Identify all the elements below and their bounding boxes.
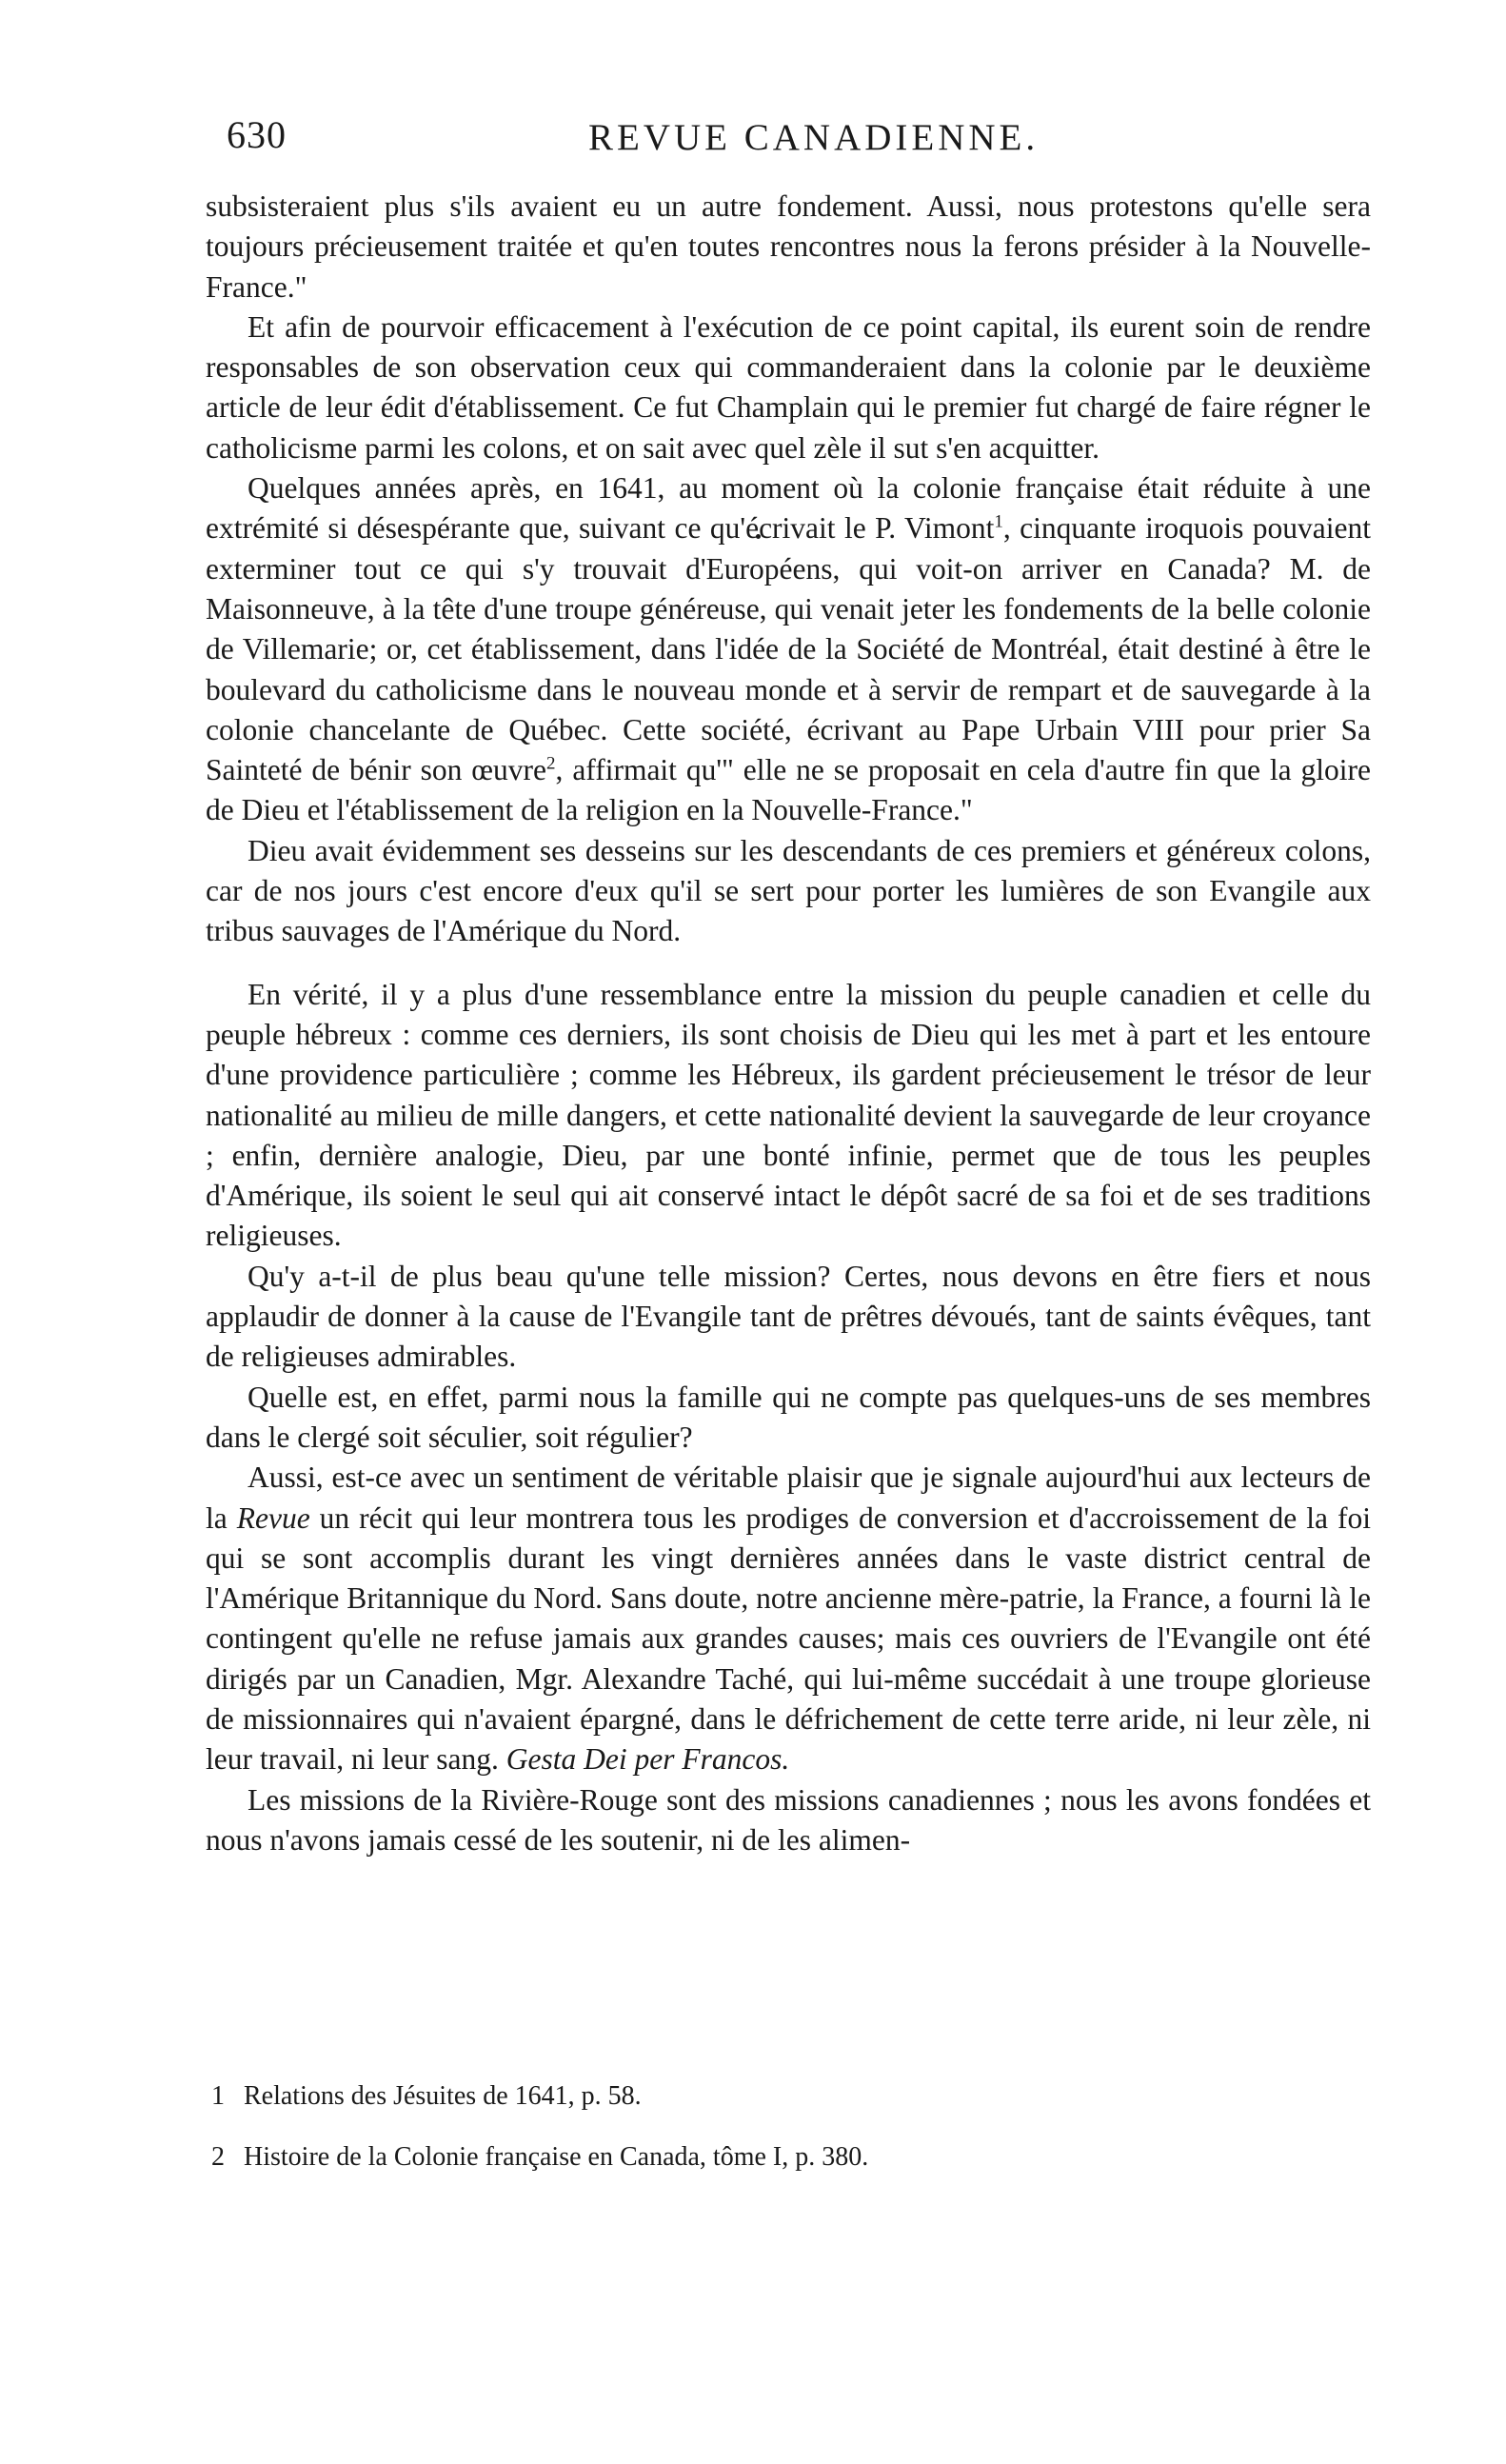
paragraph-3-part-2: , cinquante iroquois pouvaient exterminer tout ce qui s'y trouvait d'Européens, qui voit-on arriver en Canada? M. de Maisonneuve, à la tête d'une troupe généreuse, qui venait jeter les fondements de la belle colonie de Villemarie; or, cet établissement, dans l'idée de la Société de Montréal, était destiné à être le boulevard du catholicisme dans le nouveau monde et à servir de rempart et de sauvegarde à la colonie chancelante de Québec. Cette société, écrivant au Pape Urbain VIII pour prier Sa Sainteté de bénir son œuvre bbox=[206, 511, 1372, 787]
paragraph-8-italic-1: Revue bbox=[236, 1500, 310, 1535]
paragraph-8-italic-2: Gesta Dei per Francos. bbox=[505, 1742, 790, 1777]
footnote-ref-1: 1 bbox=[994, 511, 1003, 532]
paragraph-3 bbox=[206, 468, 1371, 831]
running-title: REVUE CANADIENNE. bbox=[588, 117, 1040, 158]
footnote-2-number: 2 bbox=[211, 2142, 225, 2172]
footnote-ref-2: 2 bbox=[546, 753, 556, 774]
paragraph-4: Dieu avait évidemment ses desseins sur les descendants de ces premiers et généreux colons, car de nos jours c'est encore d'eux qu'il se sert pour porter les lumières de son Evangile aux tribus sauvages de l'Amérique du Nord. bbox=[206, 833, 1371, 948]
running-header bbox=[227, 112, 1350, 169]
paragraph-3-part-1: Quelques années après, en 1641, au moment où la colonie française était réduite à une extrémité si désespérante que, suivant ce qu'écrivait le P. Vimont bbox=[206, 471, 1371, 546]
paragraph-5: En vérité, il y a plus d'une ressemblance entre la mission du peuple canadien et celle du peuple hébreux : comme ces derniers, ils sont choisis de Dieu qui les met à part et les entoure d'une providence particulière ; comme les Hébreux, ils gardent précieusement le trésor de leur nationalité au milieu de mille dangers, et cette nationalité devient la sauvegarde de leur croyance ; enfin, dernière analogie, Dieu, par une bonté infinie, permet que de tous les peuples d'Amérique, ils soient le seul qui ait conservé intact le dépôt sacré de sa foi et de ses traditions religieuses. bbox=[206, 977, 1371, 1253]
paragraph-2: Et afin de pourvoir efficacement à l'exécution de ce point capital, ils eurent soin de rendre responsables de son observation ceux qui commanderaient dans la colonie par le deuxième article de leur édit d'établissement. Ce fut Champlain qui le premier fut chargé de faire régner le catholicisme parmi les colons, et on sait avec quel zèle il sut s'en acquitter. bbox=[206, 309, 1371, 465]
paragraph-6: Qu'y a-t-il de plus beau qu'une telle mission? Certes, nous devons en être fiers et nous applaudir de donner à la cause de l'Evangile tant de prêtres dévoués, tant de saints évêques, tant de religieuses admirables. bbox=[206, 1259, 1371, 1374]
footnote-2 bbox=[211, 2140, 1316, 2175]
paragraph-7: Quelle est, en effet, parmi nous la famille qui ne compte pas quelques-uns de ses membres dans le clergé soit séculier, soit régulier? bbox=[206, 1380, 1371, 1454]
paragraph-9: Les missions de la Rivière-Rouge sont des missions canadiennes ; nous les avons fondées et nous n'avons jamais cessé de les soutenir, ni de les alimen- bbox=[206, 1782, 1371, 1857]
footnote-2-text: Histoire de la Colonie française en Canada, tôme I, p. 380. bbox=[244, 2142, 869, 2172]
footnote-1-number: 1 bbox=[211, 2081, 225, 2111]
paragraph-8-part-2: un récit qui leur montrera tous les prodiges de conversion et d'accroissement de la foi qui se sont accomplis durant les vingt dernières années dans le vaste district central de l'Amérique Britannique du Nord. Sans doute, notre ancienne mère-patrie, la France, a fourni là le contingent qu'elle ne refuse jamais aux grandes causes; mais ces ouvriers de l'Evangile ont été dirigés par un Canadien, Mgr. Alexandre Taché, qui lui-même succédait à une troupe glorieuse de missionnaires qui n'avaient épargné, dans le défrichement de cette terre aride, ni leur zèle, ni leur travail, ni leur sang. bbox=[206, 1500, 1371, 1777]
paragraph-8-part-1: Aussi, est-ce avec un sentiment de véritable plaisir que je signale aujourd'hui aux lecteurs de la bbox=[206, 1461, 1371, 1535]
paragraph-8 bbox=[206, 1458, 1371, 1779]
paragraph-3-part-3: , affirmait qu'" elle ne se proposait en cela d'autre fin que la gloire de Dieu et l'établissement de la religion en la Nouvelle-France." bbox=[206, 753, 1371, 827]
footnote-1-text: Relations des Jésuites de 1641, p. 58. bbox=[244, 2081, 642, 2111]
footnotes bbox=[211, 2079, 1316, 2201]
page-number: 630 bbox=[227, 113, 287, 156]
footnote-1 bbox=[211, 2079, 1316, 2114]
paragraph-1: subsisteraient plus s'ils avaient eu un autre fondement. Aussi, nous protestons qu'elle sera toujours précieusement traitée et qu'en toutes rencontres nous la ferons présider à la Nouvelle-France." bbox=[206, 189, 1371, 304]
body-text bbox=[206, 187, 1371, 1860]
